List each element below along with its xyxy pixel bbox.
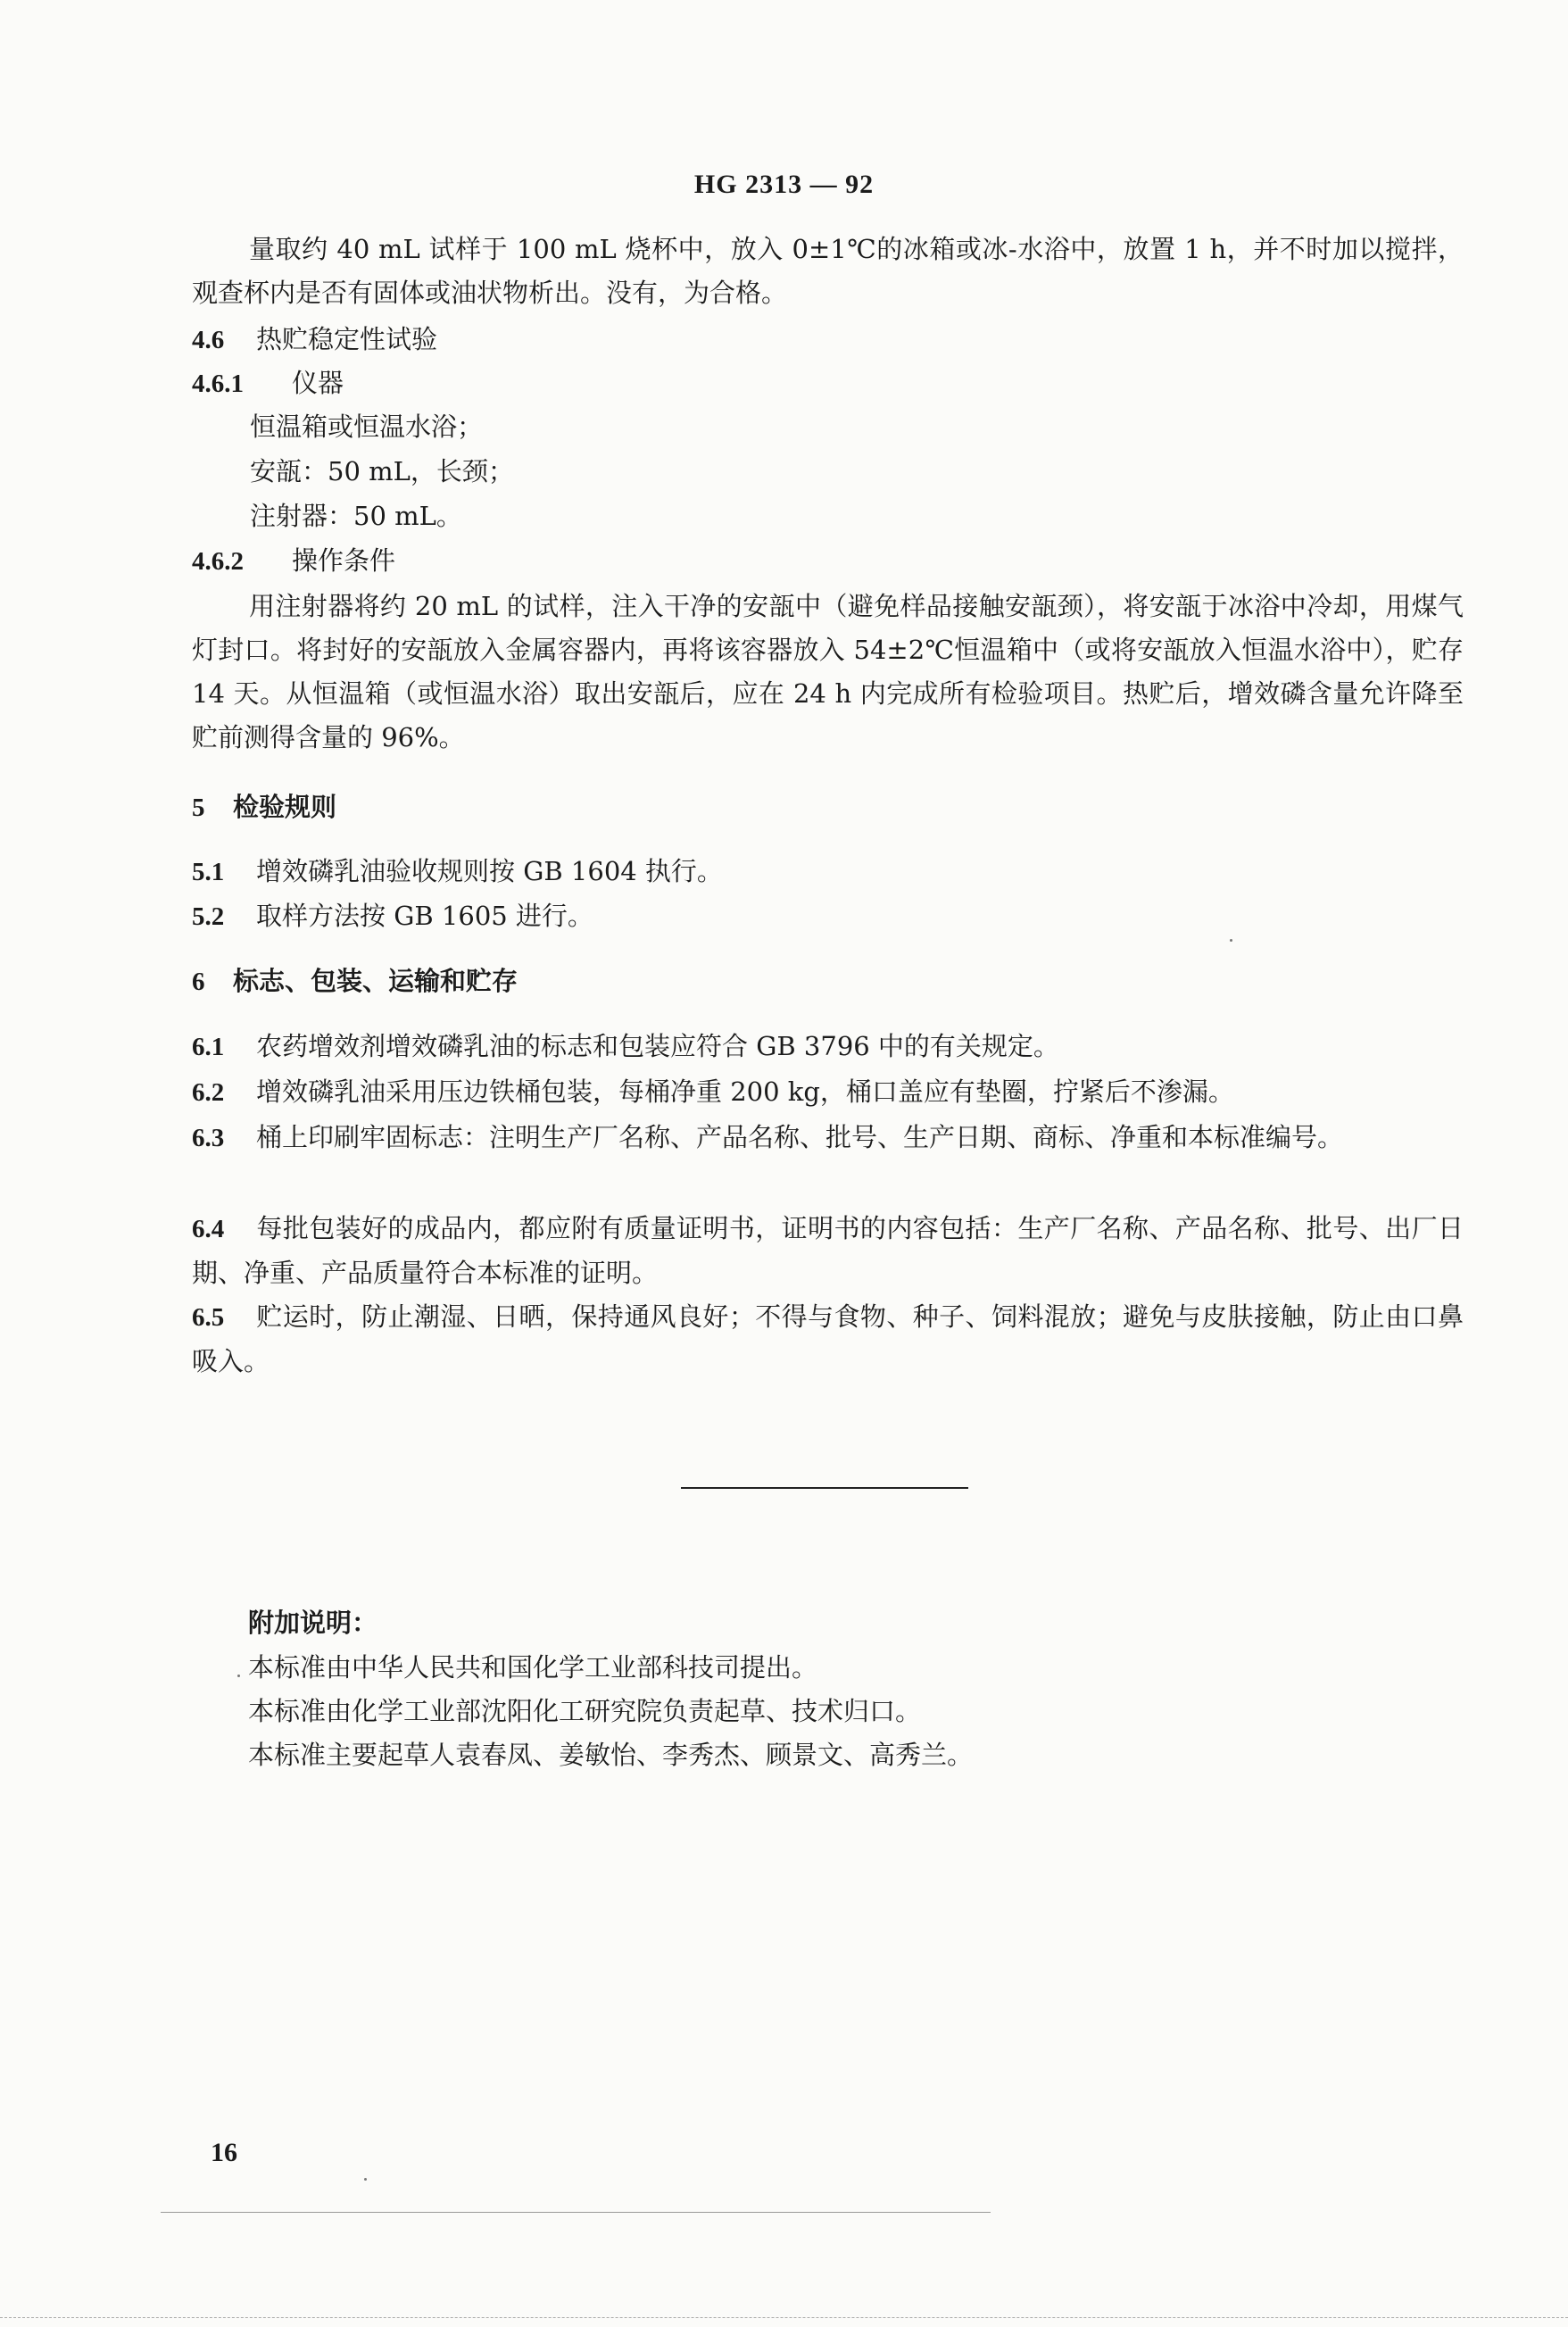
clause-6-3 xyxy=(192,1116,1464,1160)
section-number: 4.6 xyxy=(192,326,225,354)
section-title: 检验规则 xyxy=(233,792,337,822)
clause-5-2 xyxy=(192,894,1464,939)
clause-text: 农药增效剂增效磷乳油的标志和包装应符合 GB 3796 中的有关规定。 xyxy=(256,1031,1059,1061)
clause-number: 6.3 xyxy=(192,1124,225,1152)
clause-text: 增效磷乳油验收规则按 GB 1604 执行。 xyxy=(256,856,723,886)
clause-number: 6.2 xyxy=(192,1078,225,1107)
clause-number: 6.1 xyxy=(192,1033,225,1061)
clause-number: 5.1 xyxy=(192,858,225,886)
clause-5-1 xyxy=(192,850,1464,894)
clause-text: 每批包装好的成品内，都应附有质量证明书，证明书的内容包括：生产厂名称、产品名称、批号、出厂日期、净重、产品质量符合本标准的证明。 xyxy=(192,1213,1464,1288)
end-divider xyxy=(681,1487,968,1489)
addendum-line: 本标准由中华人民共和国化学工业部科技司提出。 xyxy=(248,1652,818,1683)
scan-artifact-dot xyxy=(237,1675,240,1677)
section-title: 标志、包装、运输和贮存 xyxy=(233,966,519,996)
section-number: 4.6.2 xyxy=(192,547,244,576)
clause-6-4 xyxy=(192,1207,1464,1295)
section-title: 操作条件 xyxy=(292,545,396,576)
equipment-item: 安瓿：50 mL，长颈； xyxy=(250,456,514,486)
clause-number: 5.2 xyxy=(192,902,225,931)
clause-text: 增效磷乳油采用压边铁桶包装，每桶净重 200 kg，桶口盖应有垫圈，拧紧后不渗漏。 xyxy=(256,1076,1234,1107)
addendum-line: 本标准由化学工业部沈阳化工研究院负责起草、技术归口。 xyxy=(248,1696,922,1726)
clause-text: 取样方法按 GB 1605 进行。 xyxy=(256,901,593,931)
scan-artifact-dot xyxy=(364,2178,367,2181)
clause-6-1 xyxy=(192,1025,1464,1069)
section-title: 热贮稳定性试验 xyxy=(256,324,438,354)
clause-6-2 xyxy=(192,1070,1464,1115)
scan-artifact-line xyxy=(0,2317,1568,2318)
heading-4-6-2 xyxy=(192,539,1464,584)
clause-6-5 xyxy=(192,1295,1464,1384)
page-number: 16 xyxy=(211,2138,237,2167)
section-number: 6 xyxy=(192,968,205,996)
paragraph-operating-conditions: 用注射器将约 20 mL 的试样，注入干净的安瓿中（避免样品接触安瓿颈），将安瓿于冰浴中冷却，用煤气灯封口。将封好的安瓿放入金属容器内，再将该容器放入 54±2℃恒温箱中（或将安瓿放入恒温水浴中），贮存 14 天。从恒温箱（或恒温水浴）取出安瓿后，应在 24 h 内完成所有检验项目。热贮后，增效磷含量允许降至贮前测得含量的 96%。 xyxy=(192,591,1464,752)
section-number: 5 xyxy=(192,794,205,822)
addendum-line: 本标准主要起草人袁春凤、姜敏怡、李秀杰、顾景文、高秀兰。 xyxy=(248,1740,974,1770)
heading-5 xyxy=(192,785,1464,830)
heading-4-6-1 xyxy=(192,362,1464,406)
heading-4-6 xyxy=(192,318,1464,362)
equipment-item: 恒温箱或恒温水浴； xyxy=(250,411,484,442)
scan-artifact-dot xyxy=(1230,939,1232,942)
heading-6 xyxy=(192,960,1464,1004)
clause-text: 桶上印刷牢固标志：注明生产厂名称、产品名称、批号、生产日期、商标、净重和本标准编号。 xyxy=(256,1122,1344,1152)
clause-text: 贮运时，防止潮湿、日晒，保持通风良好；不得与食物、种子、饲料混放；避免与皮肤接触，防止由口鼻吸入。 xyxy=(192,1301,1464,1376)
clause-number: 6.4 xyxy=(192,1215,225,1243)
section-title: 仪器 xyxy=(292,368,344,398)
paragraph-intro: 量取约 40 mL 试样于 100 mL 烧杯中，放入 0±1℃的冰箱或冰-水浴中，放置 1 h，并不时加以搅拌，观查杯内是否有固体或油状物析出。没有，为合格。 xyxy=(192,234,1464,308)
addendum-title: 附加说明： xyxy=(248,1608,378,1638)
section-number: 4.6.1 xyxy=(192,370,244,398)
document-header-code: HG 2313 — 92 xyxy=(693,170,875,199)
equipment-item: 注射器：50 mL。 xyxy=(250,501,462,531)
clause-number: 6.5 xyxy=(192,1303,225,1332)
scan-artifact-line xyxy=(161,2212,991,2213)
